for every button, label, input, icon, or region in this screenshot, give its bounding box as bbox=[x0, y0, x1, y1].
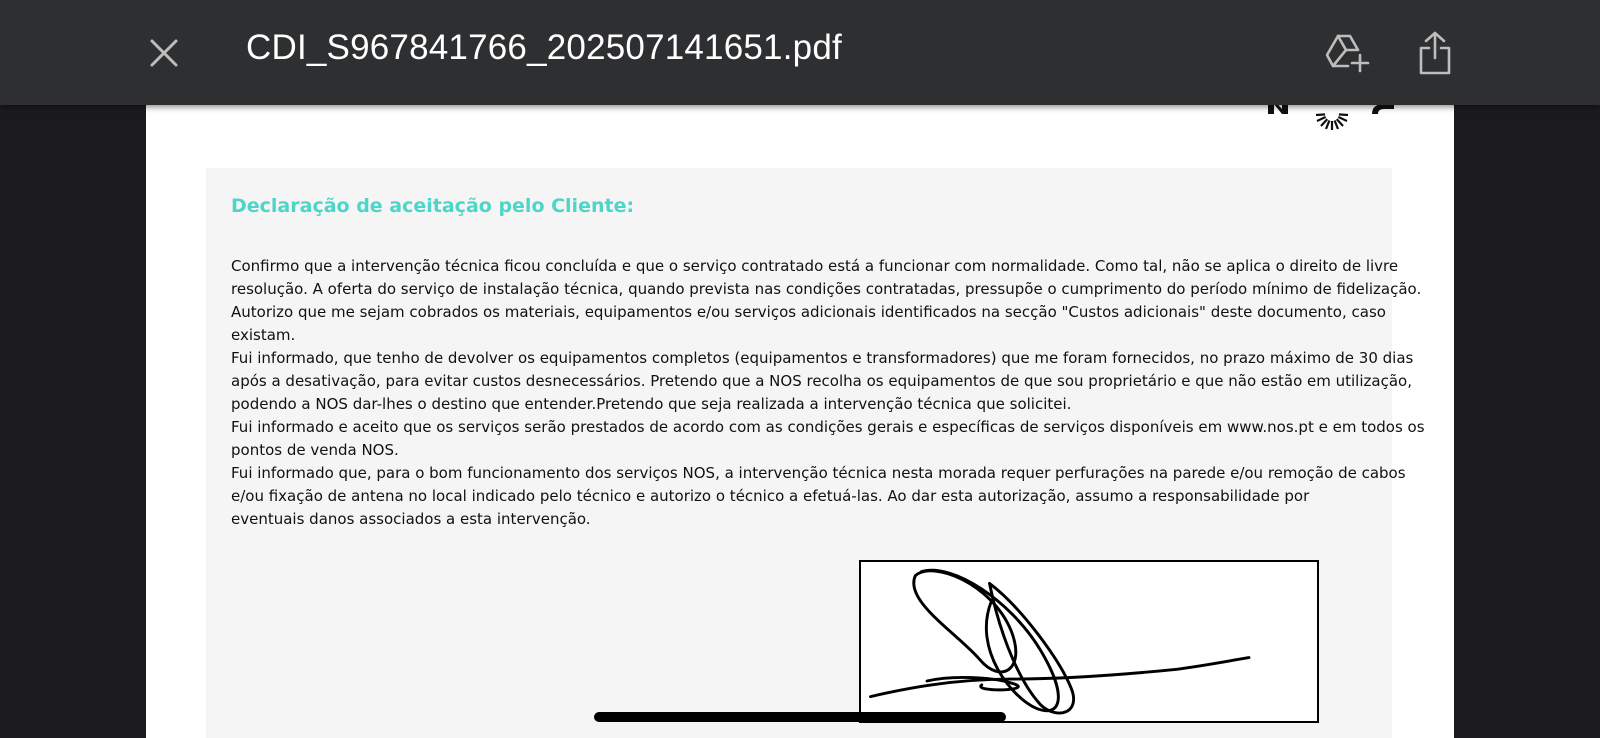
declaration-line: Fui informado que, para o bom funcionamento dos serviços NOS, a intervenção técnica nesta morada requer perfurações na parede e/ou remoção de cabos bbox=[231, 464, 1406, 482]
declaration-line: eventuais danos associados a esta intervenção. bbox=[231, 510, 591, 528]
viewer-toolbar bbox=[0, 0, 1600, 105]
share-button[interactable] bbox=[1410, 26, 1460, 80]
declaration-line: podendo a NOS dar-lhes o destino que entender.Pretendo que seja realizada a intervenção técnica que solicitei. bbox=[231, 395, 1072, 413]
signature-icon bbox=[861, 562, 1317, 721]
add-to-drive-button[interactable] bbox=[1320, 28, 1374, 78]
declaration-line: Fui informado, que tenho de devolver os equipamentos completos (equipamentos e transformadores) que me foram fornecidos, no prazo máximo de 30 dias bbox=[231, 349, 1414, 367]
declaration-heading: Declaração de aceitação pelo Cliente: bbox=[231, 195, 635, 217]
declaration-line: Confirmo que a intervenção técnica ficou concluída e que o serviço contratado está a funcionar com normalidade. Como tal, não se aplica o direito de livre bbox=[231, 257, 1399, 275]
signature-box bbox=[859, 560, 1319, 723]
file-name-title: CDI_S967841766_202507141651.pdf bbox=[246, 28, 842, 67]
declaration-line: e/ou fixação de antena no local indicado pelo técnico e autorizo o técnico a efetuá-las. Ao dar esta autorização, assumo a responsabilidade por bbox=[231, 487, 1310, 505]
home-indicator[interactable] bbox=[594, 712, 1006, 722]
close-button[interactable] bbox=[140, 32, 188, 74]
declaration-line: pontos de venda NOS. bbox=[231, 441, 399, 459]
declaration-line: após a desativação, para evitar custos desnecessários. Pretendo que a NOS recolha os equipamentos de que sou proprietário e que não estão em utilização, bbox=[231, 372, 1412, 390]
declaration-text bbox=[231, 255, 1425, 531]
declaration-line: resolução. A oferta do serviço de instalação técnica, quando prevista nas condições contratadas, pressupõe o cumprimento do período mínimo de fidelização. bbox=[231, 280, 1422, 298]
declaration-line: Fui informado e aceito que os serviços serão prestados de acordo com as condições gerais e específicas de serviços disponíveis em www.nos.pt e em todos os bbox=[231, 418, 1425, 436]
declaration-line: Autorizo que me sejam cobrados os materiais, equipamentos e/ou serviços adicionais identificados na secção "Custos adicionais" deste documento, caso bbox=[231, 303, 1386, 321]
add-to-drive-icon bbox=[1324, 33, 1370, 73]
close-icon bbox=[149, 38, 179, 68]
share-icon bbox=[1417, 30, 1453, 76]
declaration-line: existam. bbox=[231, 326, 296, 344]
